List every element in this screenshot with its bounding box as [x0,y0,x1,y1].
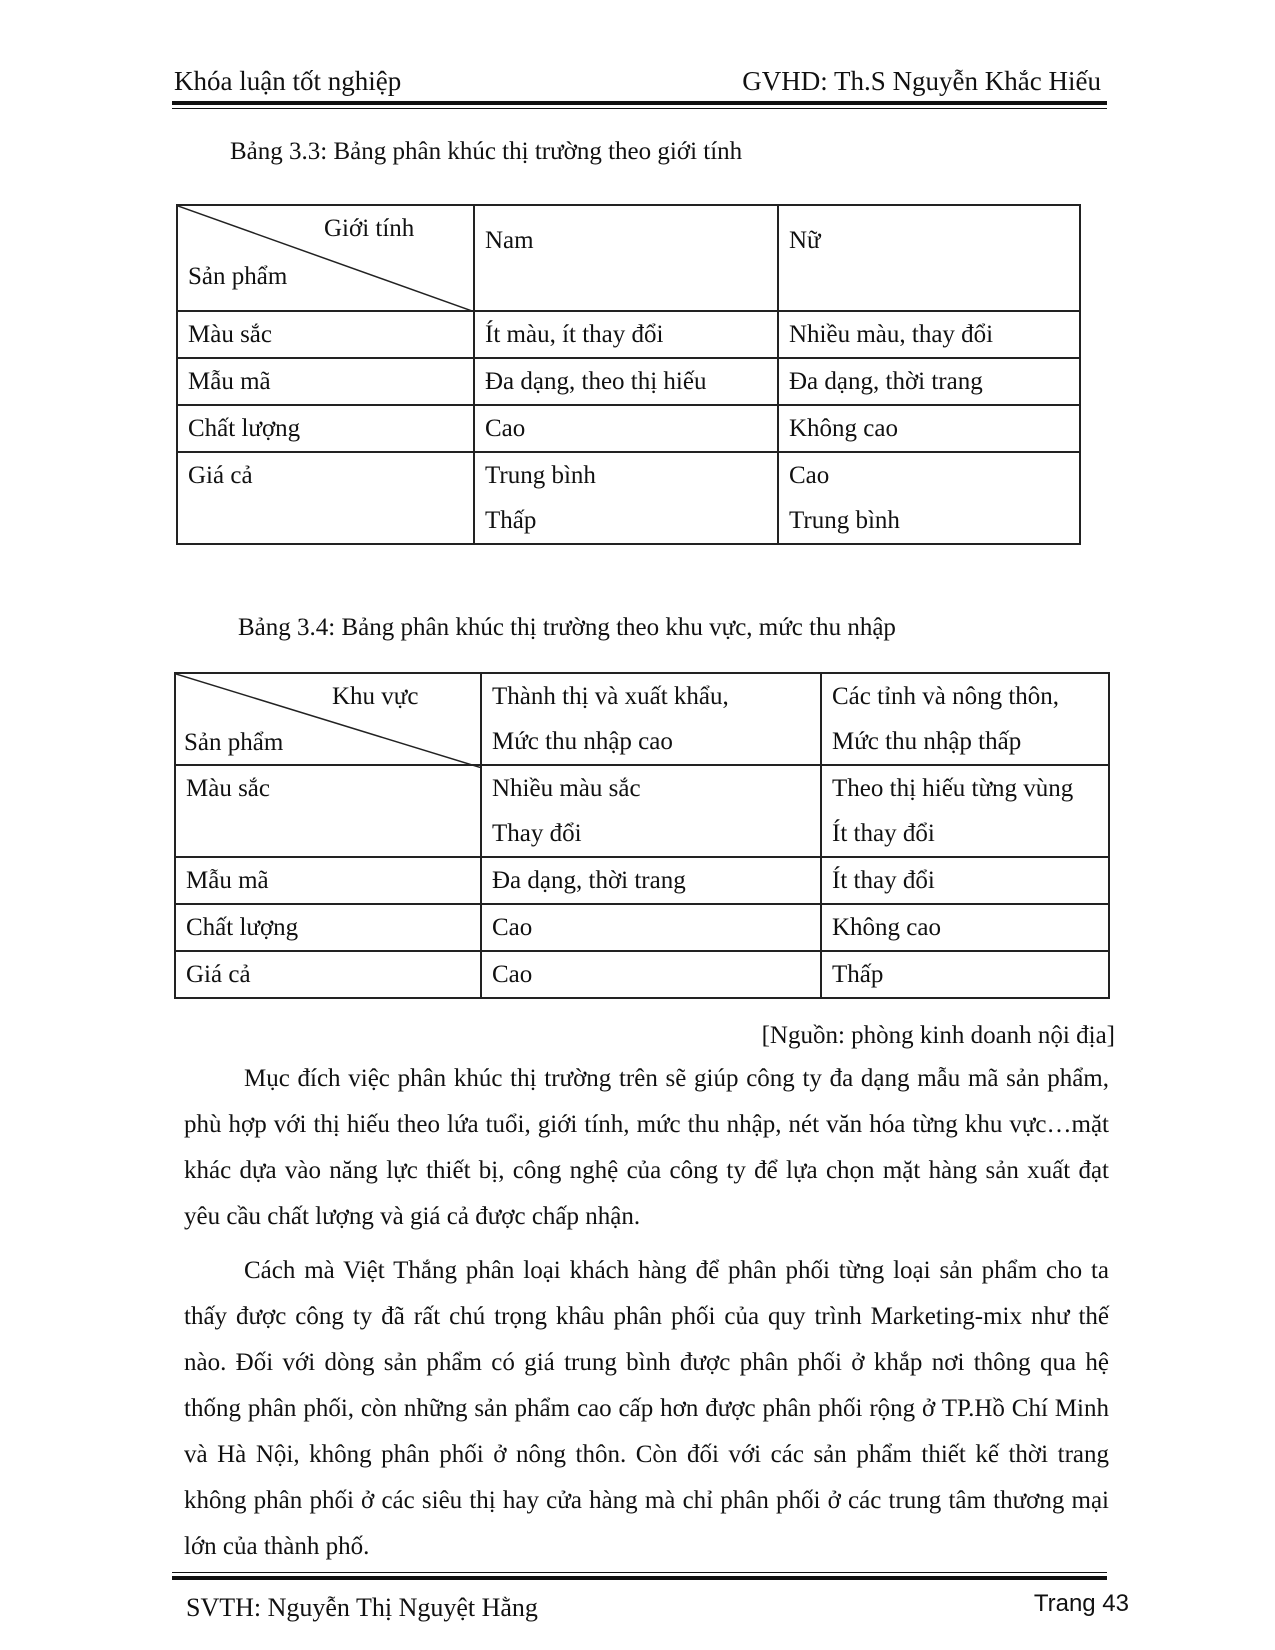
table2-corner-top: Khu vực [332,683,419,710]
table-row [177,405,1080,452]
table-row [175,951,1109,998]
table1-header-row [177,205,1080,311]
header-rule-thick [172,101,1107,105]
table2-col-header [821,673,1109,765]
col2-line: Mức thu nhập thấp [832,728,1022,755]
table1-caption: Bảng 3.3: Bảng phân khúc thị trường theo giới tính [230,138,743,165]
table-region-income-segmentation [174,672,1110,999]
source-note: [Nguồn: phòng kinh doanh nội địa] [761,1022,1115,1049]
row-label: Giá cả [175,951,481,998]
table1-col-header [474,205,778,311]
table-cell: Nhiều màu, thay đổi [778,311,1080,358]
table2-corner-bottom: Sản phẩm [184,729,284,756]
cell-line: Ít thay đổi [832,820,935,847]
cell-line: Trung bình [789,507,900,534]
table1-corner-top: Giới tính [324,215,415,242]
table-row [175,765,1109,857]
table-cell [474,452,778,544]
table2-caption: Bảng 3.4: Bảng phân khúc thị trường theo khu vực, mức thu nhập [238,614,896,641]
row-label: Chất lượng [175,904,481,951]
body-paragraph: Mục đích việc phân khúc thị trường trên sẽ giúp công ty đa dạng mẫu mã sản phẩm, phù hợp với thị hiếu theo lứa tuổi, giới tính, mức thu nhập, nét văn hóa từng khu vực…mặt khác dựa vào năng lực thiết bị, công nghệ của công ty để lựa chọn mặt hàng sản xuất đạt yêu cầu chất lượng và giá cả được chấp nhận. [184,1065,1109,1230]
table-cell: Cao [481,951,821,998]
table-cell: Cao [481,904,821,951]
body-paragraph: Cách mà Việt Thắng phân loại khách hàng để phân phối từng loại sản phẩm cho ta thấy được công ty đã rất chú trọng khâu phân phối của quy trình Marketing-mix như thế nào. Đối với dòng sản phẩm có giá trung bình được phân phối ở khắp nơi thông qua hệ thống phân phối, còn những sản phẩm cao cấp hơn được phân phối rộng ở TP.Hồ Chí Minh và Hà Nội, không phân phối ở nông thôn. Còn đối với các sản phẩm thiết kế thời trang không phân phối ở các siêu thị hay cửa hàng mà chỉ phân phối ở các trung tâm thương mại lớn của thành phố. [184,1257,1109,1560]
row-label: Giá cả [177,452,474,544]
col1-line: Mức thu nhập cao [492,728,673,755]
table1-col-header [778,205,1080,311]
table2-corner-cell [175,673,481,765]
table-cell: Thấp [821,951,1109,998]
table-gender-segmentation [176,204,1081,545]
header-rule-thin [172,108,1107,109]
cell-line: Cao [789,462,830,489]
cell-line: Trung bình [485,462,596,489]
table-cell: Không cao [778,405,1080,452]
table-row [175,904,1109,951]
page-header [172,62,1107,102]
header-left: Khóa luận tốt nghiệp [174,66,402,96]
footer-author: SVTH: Nguyễn Thị Nguyệt Hằng [186,1593,538,1622]
page-number: Trang 43 [1033,1590,1129,1617]
table-cell: Không cao [821,904,1109,951]
row-label: Mẫu mã [177,358,474,405]
table1-col2-label: Nữ [789,227,821,254]
cell-line: Thấp [485,507,537,534]
row-label: Mẫu mã [175,857,481,904]
table1-corner-bottom: Sản phẩm [188,263,288,290]
table-row [177,358,1080,405]
table2-col-header [481,673,821,765]
table1-col1-label: Nam [485,227,534,254]
table-cell [481,765,821,857]
cell-line: Nhiều màu sắc [492,775,641,802]
table-cell: Đa dạng, theo thị hiếu [474,358,778,405]
col2-line: Các tỉnh và nông thôn, [832,683,1060,710]
table-cell [778,452,1080,544]
table2-header-row [175,673,1109,765]
table-cell: Cao [474,405,778,452]
footer-rule-thick [172,1576,1107,1580]
row-label: Chất lượng [177,405,474,452]
table-cell: Ít màu, ít thay đổi [474,311,778,358]
row-label: Màu sắc [175,765,481,857]
header-right: GVHD: Th.S Nguyễn Khắc Hiếu [742,66,1101,96]
col1-line: Thành thị và xuất khẩu, [492,683,729,710]
footer-rule-thin [172,1572,1107,1573]
table-cell [821,765,1109,857]
cell-line: Theo thị hiếu từng vùng [832,775,1074,802]
table-cell: Đa dạng, thời trang [778,358,1080,405]
cell-line: Thay đổi [492,820,582,847]
table-cell: Ít thay đổi [821,857,1109,904]
table-cell: Đa dạng, thời trang [481,857,821,904]
row-label: Màu sắc [177,311,474,358]
table-row [177,452,1080,544]
table-row [175,857,1109,904]
table1-corner-cell [177,205,474,311]
table-row [177,311,1080,358]
